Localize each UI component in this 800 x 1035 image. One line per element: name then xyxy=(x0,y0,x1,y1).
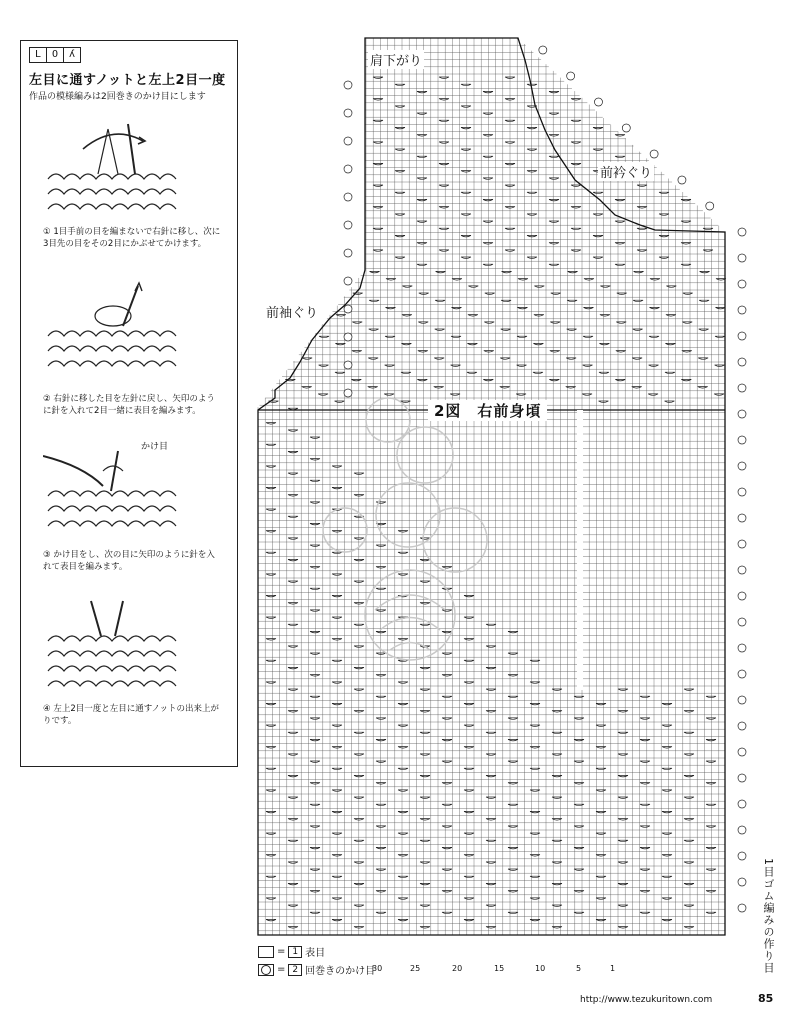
front-armhole-label: 前袖ぐり xyxy=(264,302,320,321)
legend-circle-square-icon xyxy=(258,964,274,976)
chart-grid xyxy=(258,38,725,935)
tick-15: 15 xyxy=(494,964,505,973)
step-1-text: ① 1目手前の目を編まないで右針に移し、次に3目先の目をその2目にかぶせてかけます。 xyxy=(43,227,221,249)
chart-outline xyxy=(258,38,725,935)
stitch-symbol-o: O xyxy=(46,47,64,63)
yarn-over-label: かけ目 xyxy=(141,442,169,452)
stitch-marks xyxy=(266,77,726,928)
legend-double-yo-label: 回巻きのかけ目 xyxy=(305,966,376,977)
page-number: 85 xyxy=(758,992,774,1005)
stitch-symbol-l: L xyxy=(29,47,47,63)
panel-subtitle: 作品の模様編みは2回巻きのかけ目にします xyxy=(29,92,206,102)
tick-1: 1 xyxy=(610,964,616,973)
cast-on-note: 1目ゴム編みの作り目 xyxy=(762,858,775,974)
front-neckline-label: 前衿ぐり xyxy=(598,162,654,181)
legend-knit-label: 表目 xyxy=(305,948,326,959)
legend-empty-square-icon xyxy=(258,946,274,958)
step-3-text: ③ かけ目をし、次の目に矢印のように針を入れて表目を編みます。 xyxy=(43,550,215,572)
tick-25: 25 xyxy=(410,964,421,973)
tick-5: 5 xyxy=(576,964,582,973)
footer-url: http://www.tezukuritown.com xyxy=(580,995,713,1005)
tick-30: 30 xyxy=(372,964,383,973)
tick-10: 10 xyxy=(535,964,546,973)
stitch-symbol-k2tog: ʎ xyxy=(63,47,81,63)
step-2-text: ② 右針に移した目を左針に戻し、矢印のように針を入れて2目一緒に表目を編みます。 xyxy=(43,394,215,416)
watermark-illustration-icon xyxy=(323,398,487,660)
legend-knit: = 1 表目 xyxy=(258,944,325,959)
legend-double-yo-symbol: 2 xyxy=(288,964,302,976)
step-4-text: ④ 左上2目一度と左目に通すノットの出来上がりです。 xyxy=(43,704,219,726)
row-number-markers xyxy=(344,46,746,912)
tick-20: 20 xyxy=(452,964,463,973)
legend-double-yo: = 2 回巻きのかけ目 xyxy=(258,962,375,977)
chart-title: 2図 右前身頃 xyxy=(428,400,547,421)
shoulder-slope-label: 肩下がり xyxy=(368,50,424,69)
legend-knit-symbol: 1 xyxy=(288,946,302,958)
panel-title: 左目に通すノットと左上2目一度 xyxy=(29,73,226,88)
